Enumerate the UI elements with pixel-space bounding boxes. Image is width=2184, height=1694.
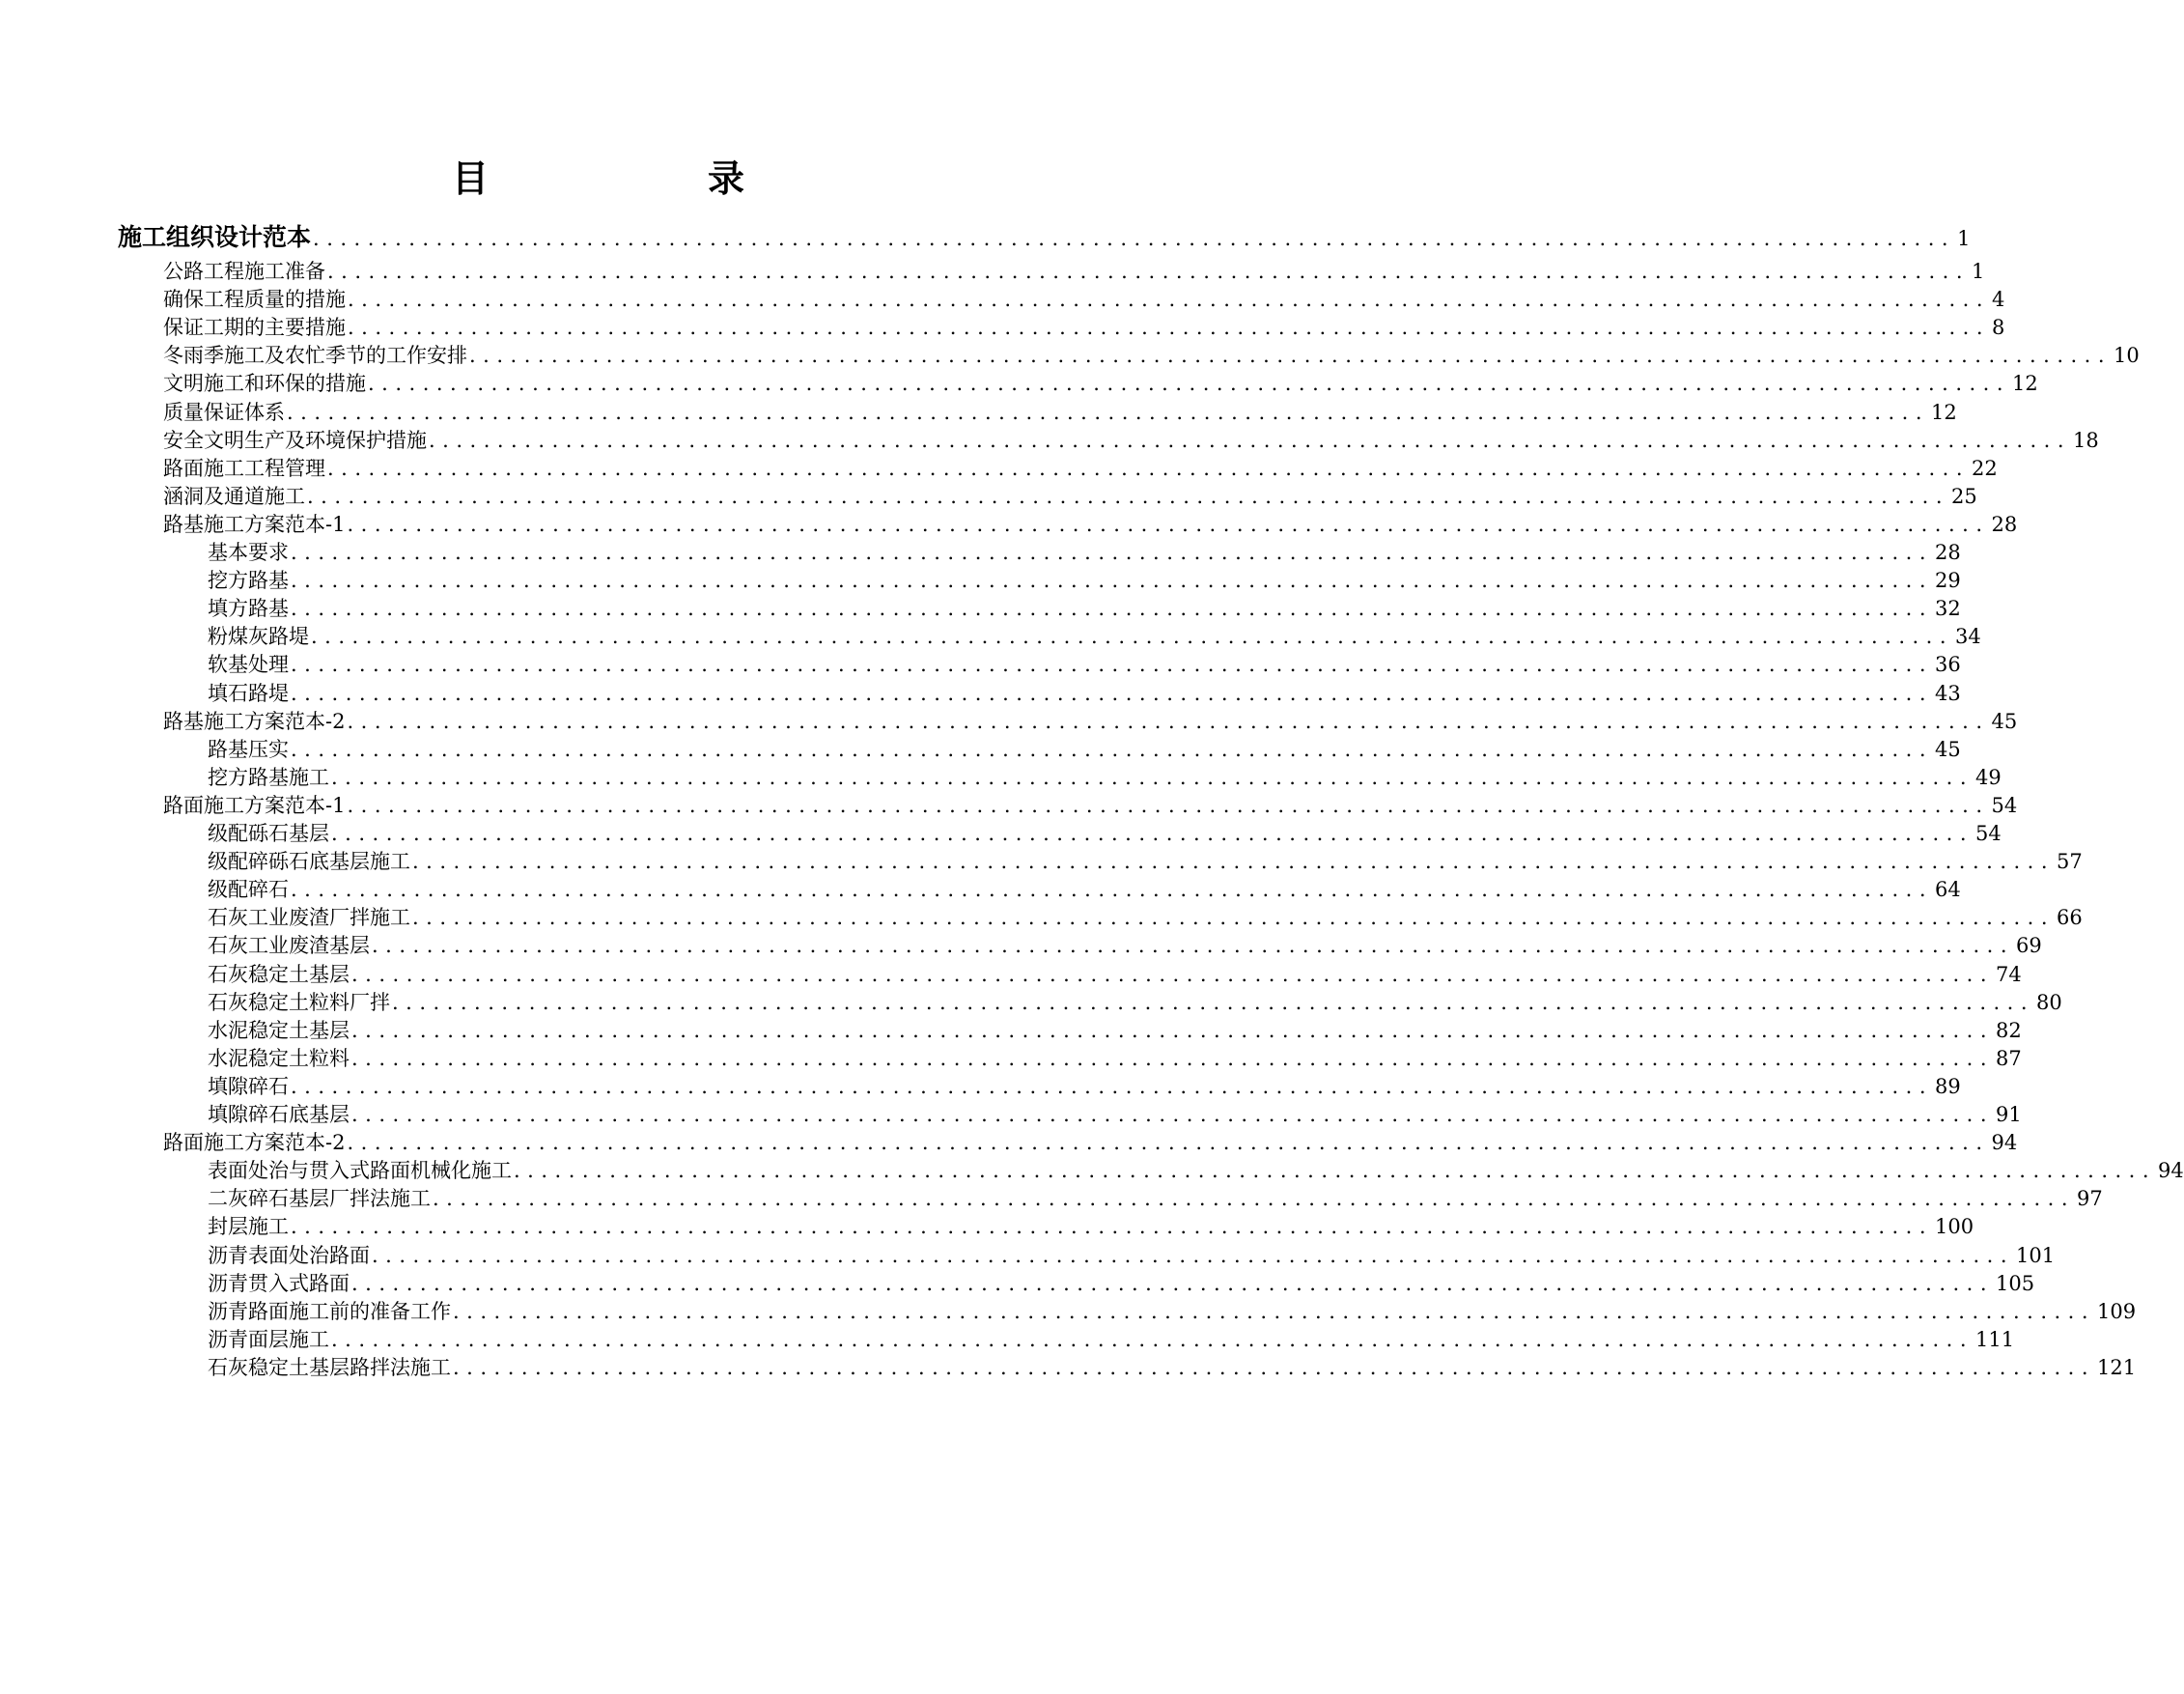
toc-entry[interactable] bbox=[163, 706, 2018, 737]
toc-entry-page-number: 97 bbox=[2077, 1187, 2103, 1211]
toc-entry-label: 质量保证体系 bbox=[163, 400, 285, 424]
toc-entry[interactable] bbox=[208, 1211, 1974, 1242]
toc-dot-leader: ........................................................................................................................ bbox=[372, 1243, 2015, 1267]
toc-dot-leader: ........................................................................................................................ bbox=[291, 653, 1934, 677]
toc-entry[interactable] bbox=[208, 1099, 2022, 1130]
toc-dot-leader: ........................................................................................................................ bbox=[287, 400, 1930, 424]
toc-entry-page-number: 28 bbox=[1935, 541, 1961, 564]
toc-dot-leader: ........................................................................................................................ bbox=[351, 1271, 1995, 1295]
toc-dot-leader: ........................................................................................................................ bbox=[433, 1187, 2076, 1211]
toc-entry-label: 路面施工方案范本-1 bbox=[163, 793, 346, 817]
toc-dot-leader: ........................................................................................................................ bbox=[331, 1327, 1974, 1351]
toc-entry-page-number: 82 bbox=[1996, 1018, 2022, 1042]
toc-entry-page-number: 22 bbox=[1972, 456, 1998, 480]
toc-entry-page-number: 28 bbox=[1991, 512, 2018, 536]
toc-entry-label: 级配碎砾石底基层施工 bbox=[208, 850, 410, 874]
toc-dot-leader: ........................................................................................................................ bbox=[351, 1018, 1995, 1042]
toc-entry-page-number: 34 bbox=[1955, 625, 1981, 649]
toc-entry-page-number: 57 bbox=[2057, 850, 2083, 874]
toc-dot-leader: ........................................................................................................................ bbox=[313, 227, 1956, 250]
toc-entry-label: 确保工程质量的措施 bbox=[163, 288, 346, 312]
toc-entry-page-number: 64 bbox=[1935, 878, 1961, 902]
toc-dot-leader: ........................................................................................................................ bbox=[412, 850, 2056, 874]
toc-dot-leader: ........................................................................................................................ bbox=[412, 906, 2056, 930]
toc-entry[interactable] bbox=[163, 1127, 2018, 1158]
toc-entry-label: 文明施工和环保的措施 bbox=[163, 372, 366, 396]
toc-dot-leader: ........................................................................................................................ bbox=[453, 1355, 2096, 1379]
toc-entry-page-number: 36 bbox=[1935, 653, 1961, 677]
toc-dot-leader: ........................................................................................................................ bbox=[351, 1046, 1995, 1070]
toc-entry-label: 石灰稳定土基层路拌法施工 bbox=[208, 1355, 451, 1379]
toc-entry-page-number: 32 bbox=[1935, 597, 1961, 621]
toc-entry[interactable] bbox=[208, 1183, 2103, 1214]
toc-entry-label: 粉煤灰路堤 bbox=[208, 625, 309, 649]
toc-entry-page-number: 74 bbox=[1996, 962, 2022, 986]
toc-title bbox=[0, 155, 1198, 212]
toc-entry[interactable] bbox=[208, 1155, 2184, 1186]
toc-entry[interactable] bbox=[163, 397, 1957, 428]
toc-entry[interactable] bbox=[163, 425, 2099, 456]
toc-entry[interactable] bbox=[208, 621, 1981, 652]
toc-entry-label: 水泥稳定土基层 bbox=[208, 1018, 350, 1042]
toc-dot-leader: ........................................................................................................................ bbox=[347, 1131, 1990, 1155]
toc-dot-leader: ........................................................................................................................ bbox=[327, 260, 1971, 283]
toc-dot-leader: ........................................................................................................................ bbox=[291, 681, 1934, 705]
toc-entry-page-number: 54 bbox=[1991, 793, 2018, 817]
toc-entry[interactable] bbox=[163, 312, 2005, 343]
toc-entry[interactable] bbox=[208, 537, 1961, 568]
toc-entry-label: 填方路基 bbox=[208, 597, 289, 621]
toc-entry[interactable] bbox=[163, 453, 1998, 484]
toc-entry-page-number: 8 bbox=[1992, 316, 2005, 340]
toc-entry-page-number: 45 bbox=[1935, 737, 1961, 761]
toc-entry[interactable] bbox=[208, 762, 2002, 793]
toc-dot-leader: ........................................................................................................................ bbox=[291, 569, 1934, 593]
toc-entry-label: 挖方路基施工 bbox=[208, 765, 329, 789]
toc-entry-page-number: 43 bbox=[1935, 681, 1961, 705]
toc-entry-label: 基本要求 bbox=[208, 541, 289, 564]
toc-entry[interactable] bbox=[208, 1240, 2056, 1271]
toc-entry-page-number: 87 bbox=[1996, 1046, 2022, 1070]
toc-entry[interactable] bbox=[208, 734, 1961, 765]
toc-entry-label: 软基处理 bbox=[208, 653, 289, 677]
toc-entry-page-number: 105 bbox=[1996, 1271, 2035, 1295]
toc-entry[interactable] bbox=[208, 846, 2083, 877]
toc-dot-leader: ........................................................................................................................ bbox=[351, 1103, 1995, 1126]
toc-entry-label: 沥青面层施工 bbox=[208, 1327, 329, 1351]
toc-entry[interactable] bbox=[163, 790, 2018, 821]
toc-entry[interactable] bbox=[208, 1352, 2137, 1383]
toc-entry-label: 冬雨季施工及农忙季节的工作安排 bbox=[163, 344, 467, 368]
toc-entry[interactable] bbox=[208, 593, 1961, 624]
toc-entry[interactable] bbox=[208, 902, 2083, 933]
toc-entry[interactable] bbox=[208, 959, 2022, 990]
toc-entry[interactable] bbox=[208, 1268, 2035, 1299]
toc-dot-leader: ........................................................................................................................ bbox=[453, 1299, 2096, 1323]
toc-entry-page-number: 91 bbox=[1996, 1103, 2022, 1126]
toc-dot-leader: ........................................................................................................................ bbox=[307, 484, 1950, 508]
toc-entry-page-number: 89 bbox=[1935, 1074, 1961, 1098]
toc-entry-page-number: 111 bbox=[1975, 1327, 2015, 1351]
toc-entry-page-number: 121 bbox=[2097, 1355, 2137, 1379]
toc-entry-label: 填隙碎石 bbox=[208, 1074, 289, 1098]
toc-entry-label: 二灰碎石基层厂拌法施工 bbox=[208, 1187, 431, 1211]
toc-entry-label: 表面处治与贯入式路面机械化施工 bbox=[208, 1159, 512, 1183]
toc-entry[interactable] bbox=[163, 481, 1977, 512]
toc-entry-page-number: 10 bbox=[2114, 344, 2140, 368]
toc-entry[interactable] bbox=[208, 987, 2062, 1018]
toc-entry-label: 石灰工业废渣基层 bbox=[208, 934, 370, 958]
toc-entry-label: 水泥稳定土粒料 bbox=[208, 1046, 350, 1070]
toc-entry[interactable] bbox=[208, 649, 1961, 680]
toc-dot-leader: ........................................................................................................................ bbox=[311, 625, 1954, 649]
toc-entry-label: 路面施工方案范本-2 bbox=[163, 1131, 346, 1155]
toc-dot-leader: ........................................................................................................................ bbox=[347, 709, 1990, 733]
toc-entry-label: 沥青路面施工前的准备工作 bbox=[208, 1299, 451, 1323]
toc-entry[interactable] bbox=[208, 874, 1961, 905]
toc-entry-label: 级配砾石基层 bbox=[208, 822, 329, 845]
toc-entry-label: 挖方路基 bbox=[208, 569, 289, 593]
toc-entry-page-number: 18 bbox=[2073, 428, 2099, 452]
toc-entry-label: 路基施工方案范本-1 bbox=[163, 512, 346, 536]
toc-entry[interactable] bbox=[208, 678, 1961, 709]
toc-dot-leader: ........................................................................................................................ bbox=[514, 1159, 2157, 1183]
toc-entry-page-number: 1 bbox=[1957, 227, 1971, 250]
toc-entry[interactable] bbox=[163, 509, 2018, 540]
toc-entry-page-number: 49 bbox=[1975, 765, 2002, 789]
toc-entry-page-number: 94 bbox=[1991, 1131, 2018, 1155]
toc-entry[interactable] bbox=[118, 218, 1971, 251]
toc-dot-leader: ........................................................................................................................ bbox=[347, 512, 1990, 536]
toc-entry-label: 石灰稳定土粒料厂拌 bbox=[208, 990, 390, 1014]
toc-entry-page-number: 69 bbox=[2016, 934, 2042, 958]
toc-entry-page-number: 45 bbox=[1991, 709, 2018, 733]
toc-entry[interactable] bbox=[208, 1015, 2022, 1046]
toc-entry-page-number: 80 bbox=[2036, 990, 2062, 1014]
toc-dot-leader: ........................................................................................................................ bbox=[291, 1074, 1934, 1098]
toc-entry-label: 路面施工工程管理 bbox=[163, 456, 325, 480]
toc-dot-leader: ........................................................................................................................ bbox=[469, 344, 2113, 368]
toc-dot-leader: ........................................................................................................................ bbox=[291, 878, 1934, 902]
toc-entry-label: 填隙碎石底基层 bbox=[208, 1103, 350, 1126]
toc-title-char-2: 录 bbox=[708, 156, 745, 200]
toc-entry-label: 公路工程施工准备 bbox=[163, 260, 325, 283]
toc-entry[interactable] bbox=[163, 340, 2140, 371]
toc-entry-page-number: 109 bbox=[2097, 1299, 2137, 1323]
toc-entry-page-number: 12 bbox=[2012, 372, 2038, 396]
toc-entry-label: 路基压实 bbox=[208, 737, 289, 761]
toc-entry-label: 涵洞及通道施工 bbox=[163, 484, 305, 508]
toc-entry[interactable] bbox=[208, 565, 1961, 596]
toc-entry-page-number: 25 bbox=[1951, 484, 1977, 508]
toc-title-char-1: 目 bbox=[452, 156, 490, 200]
toc-entry[interactable] bbox=[163, 284, 2005, 315]
toc-entry-page-number: 101 bbox=[2016, 1243, 2056, 1267]
toc-entry-page-number: 66 bbox=[2057, 906, 2083, 930]
toc-dot-leader: ........................................................................................................................ bbox=[291, 737, 1934, 761]
toc-dot-leader: ........................................................................................................................ bbox=[348, 316, 1991, 340]
toc-dot-leader: ........................................................................................................................ bbox=[372, 934, 2015, 958]
toc-entry-label: 安全文明生产及环境保护措施 bbox=[163, 428, 427, 452]
toc-entry-label: 填石路堤 bbox=[208, 681, 289, 705]
toc-entry[interactable] bbox=[163, 256, 1985, 287]
toc-dot-leader: ........................................................................................................................ bbox=[351, 962, 1995, 986]
toc-entry[interactable] bbox=[208, 818, 2002, 849]
toc-dot-leader: ........................................................................................................................ bbox=[327, 456, 1971, 480]
toc-dot-leader: ........................................................................................................................ bbox=[291, 597, 1934, 621]
toc-dot-leader: ........................................................................................................................ bbox=[331, 822, 1974, 845]
toc-entry[interactable] bbox=[163, 368, 2038, 399]
toc-entry-page-number: 100 bbox=[1935, 1215, 1974, 1239]
toc-entry[interactable] bbox=[208, 930, 2042, 961]
toc-entry-label: 封层施工 bbox=[208, 1215, 289, 1239]
toc-dot-leader: ........................................................................................................................ bbox=[348, 288, 1991, 312]
toc-dot-leader: ........................................................................................................................ bbox=[291, 541, 1934, 564]
toc-entry-label: 级配碎石 bbox=[208, 878, 289, 902]
toc-entry-label: 沥青贯入式路面 bbox=[208, 1271, 350, 1295]
toc-entry-page-number: 29 bbox=[1935, 569, 1961, 593]
toc-entry-label: 施工组织设计范本 bbox=[118, 223, 312, 251]
toc-entry-page-number: 94 bbox=[2158, 1159, 2184, 1183]
toc-entry-page-number: 54 bbox=[1975, 822, 2002, 845]
toc-entry-label: 路基施工方案范本-2 bbox=[163, 709, 346, 733]
toc-dot-leader: ........................................................................................................................ bbox=[291, 1215, 1934, 1239]
toc-entry-label: 保证工期的主要措施 bbox=[163, 316, 346, 340]
toc-dot-leader: ........................................................................................................................ bbox=[429, 428, 2072, 452]
toc-entry-page-number: 12 bbox=[1931, 400, 1957, 424]
toc-entry-label: 石灰稳定土基层 bbox=[208, 962, 350, 986]
toc-entry[interactable] bbox=[208, 1296, 2137, 1327]
toc-entry[interactable] bbox=[208, 1324, 2015, 1355]
toc-entry-page-number: 1 bbox=[1972, 260, 1985, 283]
toc-dot-leader: ........................................................................................................................ bbox=[392, 990, 2035, 1014]
toc-dot-leader: ........................................................................................................................ bbox=[368, 372, 2011, 396]
toc-entry-label: 沥青表面处治路面 bbox=[208, 1243, 370, 1267]
toc-entry-label: 石灰工业废渣厂拌施工 bbox=[208, 906, 410, 930]
toc-entry[interactable] bbox=[208, 1071, 1961, 1102]
toc-entry-page-number: 4 bbox=[1992, 288, 2005, 312]
toc-dot-leader: ........................................................................................................................ bbox=[331, 765, 1974, 789]
toc-dot-leader: ........................................................................................................................ bbox=[347, 793, 1990, 817]
toc-entry[interactable] bbox=[208, 1043, 2022, 1074]
